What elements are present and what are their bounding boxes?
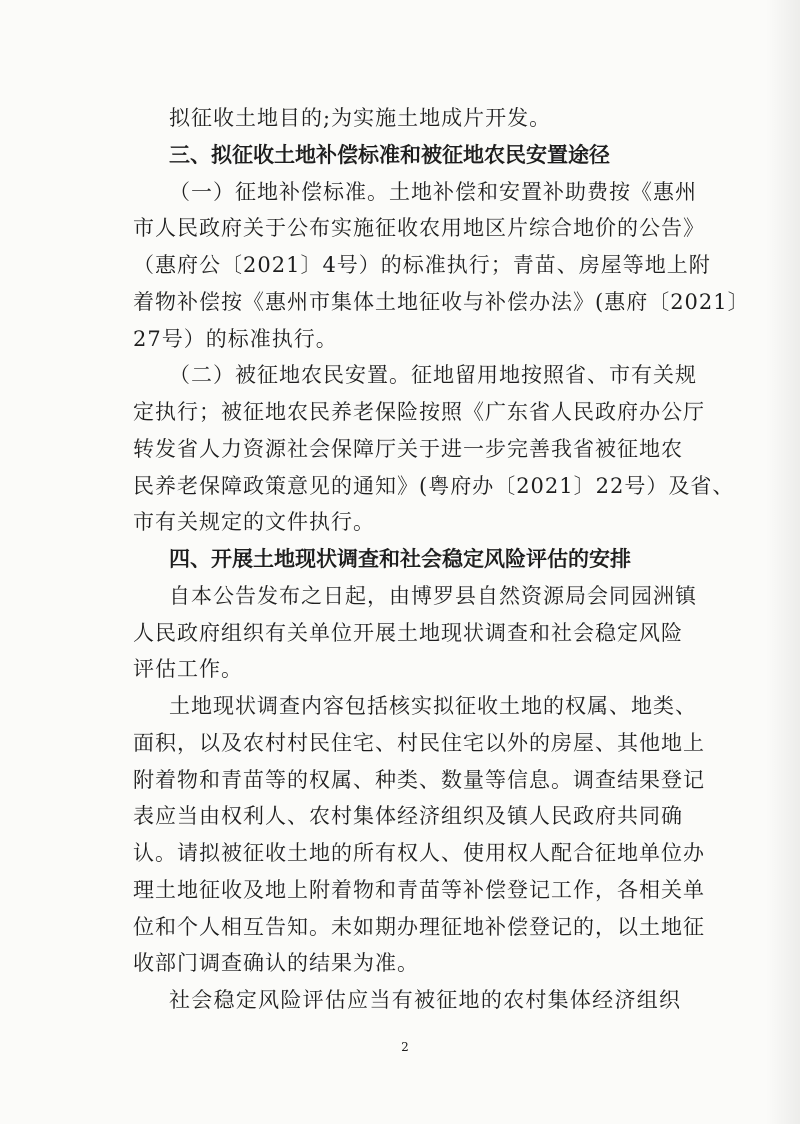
text-line: 着物补偿按《惠州市集体土地征收与补偿办法》(惠府〔2021〕: [133, 289, 750, 314]
text-line: 收部门调查确认的结果为准。: [133, 951, 419, 976]
text-line: 三、拟征收土地补偿标准和被征地农民安置途径: [169, 142, 610, 167]
text-line: 土地现状调查内容包括核实拟征收土地的权属、地类、: [169, 694, 697, 718]
text-line: 自本公告发布之日起，由博罗县自然资源局会同园洲镇: [169, 583, 697, 608]
page-number: 2: [401, 1040, 409, 1054]
text-line: 评估工作。: [133, 657, 243, 682]
document-body: [133, 100, 750, 1019]
text-line: 附着物和青苗等的权属、种类、数量等信息。调查结果登记: [133, 767, 705, 792]
paragraph: [133, 100, 681, 137]
scan-edge-shadow: [766, 0, 800, 1124]
text-line: 市有关规定的文件执行。: [133, 510, 375, 535]
text-line: 转发省人力资源社会保障厅关于进一步完善我省被征地农: [133, 436, 683, 461]
paragraph: [133, 578, 697, 688]
text-line: 人民政府组织有关单位开展土地现状调查和社会稳定风险: [133, 620, 683, 645]
text-line: （二）被征地农民安置。征地留用地按照省、市有关规: [169, 363, 697, 388]
text-line: 社会稳定风险评估应当有被征地的农村集体经济组织: [169, 988, 681, 1012]
text-line: 认。请拟被征收土地的所有权人、使用权人配合征地单位办: [133, 841, 705, 865]
text-line: （一）征地补偿标准。土地补偿和安置补助费按《惠州: [169, 179, 697, 204]
text-line: 面积，以及农村村民住宅、村民住宅以外的房屋、其他地上: [133, 730, 705, 755]
text-line: 市人民政府关于公布实施征收农用地区片综合地价的公告》: [133, 216, 705, 241]
paragraph: [133, 174, 750, 358]
text-line: 位和个人相互告知。未如期办理征地补偿登记的，以土地征: [133, 914, 705, 939]
text-line: 民养老保障政策意见的通知》(粤府办〔2021〕22号）及省、: [133, 473, 735, 498]
text-line: 拟征收土地目的;为实施土地成片开发。: [169, 106, 552, 130]
text-line: 表应当由权利人、农村集体经济组织及镇人民政府共同确: [133, 804, 683, 829]
text-line: 定执行；被征地农民养老保险按照《广东省人民政府办公厅: [133, 400, 705, 424]
section-heading: [133, 541, 681, 578]
paragraph: [133, 688, 705, 982]
paragraph: [133, 982, 681, 1019]
section-heading: [133, 137, 681, 174]
text-line: 四、开展土地现状调查和社会稳定风险评估的安排: [169, 547, 631, 571]
text-line: 理土地征收及地上附着物和青苗等补偿登记工作，各相关单: [133, 877, 705, 902]
text-line: 27号）的标准执行。: [133, 326, 338, 351]
paragraph: [133, 357, 735, 541]
text-line: （惠府公〔2021〕4号）的标准执行；青苗、房屋等地上附: [133, 253, 711, 277]
